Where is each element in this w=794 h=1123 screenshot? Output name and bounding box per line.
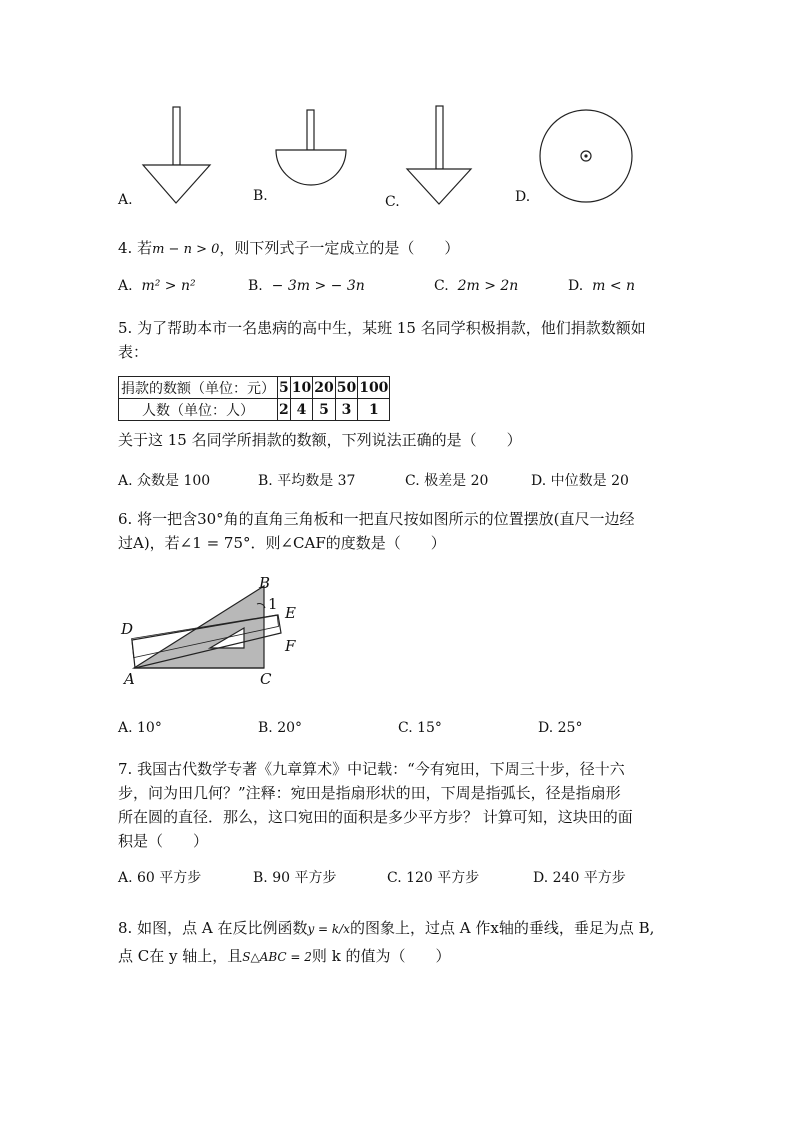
q6-option-a[interactable]: A. 10° [118,720,162,736]
q6-label-c: C [260,670,272,688]
q6-straight-ruler [118,572,318,692]
q3-option-d-label: D. [515,189,531,205]
q6-option-c[interactable]: C. 15° [398,720,442,736]
q7-option-d[interactable]: D. 240 平方步 [533,870,626,886]
q7-stem-line3: 所在圆的直径．那么，这口宛田的面积是多少平方步？ 计算可知，这块田的面 [118,808,633,826]
q4-option-c[interactable]: C. 2m > 2n [434,278,519,294]
q4-stem: 4. 若m − n > 0，则下列式子一定成立的是（ ） [118,239,460,257]
q6-stem-line1: 6. 将一把含30°角的直角三角板和一把直尺按如图所示的位置摆放(直尺一边经 [118,510,635,528]
q7-stem-line4: 积是（ ） [118,832,209,850]
q6-label-f: F [285,637,296,655]
table-cell: 10 [290,377,312,399]
q5-option-b[interactable]: B. 平均数是 37 [258,473,356,489]
table-cell: 捐款的数额（单位：元） [119,377,278,399]
table-cell: 3 [335,399,357,421]
q8-function: y = k/x [307,922,350,936]
q7-stem-line2: 步，问为田几何？”注释：宛田是指扇形状的田，下周是指弧长，径是指扇形 [118,784,621,802]
q3-option-d-figure [538,108,638,208]
q3-option-b-figure [272,102,362,212]
q5-question: 关于这 15 名同学所捐款的数额，下列说法正确的是（ ） [118,431,522,449]
q5-stem-line1: 5. 为了帮助本市一名患病的高中生，某班 15 名同学积极捐款，他们捐款数额如 [118,319,646,337]
table-cell: 人数（单位：人） [119,399,278,421]
table-cell: 100 [358,377,390,399]
q8-stem-line1: 8. 如图，点 A 在反比例函数y = k/x的图象上，过点 A 作x轴的垂线，垂足为点 B, [118,919,655,937]
q6-label-d: D [121,620,134,638]
table-cell: 4 [290,399,312,421]
table-cell: 5 [278,377,291,399]
q3-option-a-label: A. [118,192,133,208]
table-cell: 1 [358,399,390,421]
q6-label-1: 1 [268,595,278,613]
q5-option-d[interactable]: D. 中位数是 20 [531,473,629,489]
q6-label-a: A [124,670,135,688]
q6-stem-line2: 过A)，若∠1 = 75°．则∠CAF的度数是（ ） [118,534,446,552]
q5-option-c[interactable]: C. 极差是 20 [405,473,489,489]
donation-table [118,376,390,421]
q4-option-d[interactable]: D. m < n [568,278,636,294]
table-cell: 20 [313,377,335,399]
q3-option-c-label: C. [385,194,400,210]
table-row [119,399,390,421]
table-row [119,377,390,399]
q3-option-c-figure [404,102,484,212]
q6-label-e: E [285,604,296,622]
q7-option-b[interactable]: B. 90 平方步 [253,870,337,886]
q3-option-a-figure [140,102,220,212]
q6-option-d[interactable]: D. 25° [538,720,583,736]
table-cell: 50 [335,377,357,399]
q7-option-a[interactable]: A. 60 平方步 [118,870,202,886]
q7-option-c[interactable]: C. 120 平方步 [387,870,480,886]
table-cell: 5 [313,399,335,421]
q7-stem-line1: 7. 我国古代数学专著《九章算术》中记载：“今有宛田，下周三十步，径十六 [118,760,625,778]
q6-label-b: B [259,574,271,592]
q8-stem-line2: 点 C在 y 轴上，且S△ABC = 2则 k 的值为（ ） [118,947,451,965]
q4-option-b[interactable]: B. − 3m > − 3n [248,278,365,294]
q5-option-a[interactable]: A. 众数是 100 [118,473,211,489]
table-cell: 2 [278,399,291,421]
q5-stem-line2: 表： [118,343,149,361]
q6-option-b[interactable]: B. 20° [258,720,303,736]
q8-area: S△ABC = 2 [242,950,312,964]
q3-option-b-label: B. [253,188,268,204]
q4-option-a[interactable]: A. m² > n² [118,278,196,294]
